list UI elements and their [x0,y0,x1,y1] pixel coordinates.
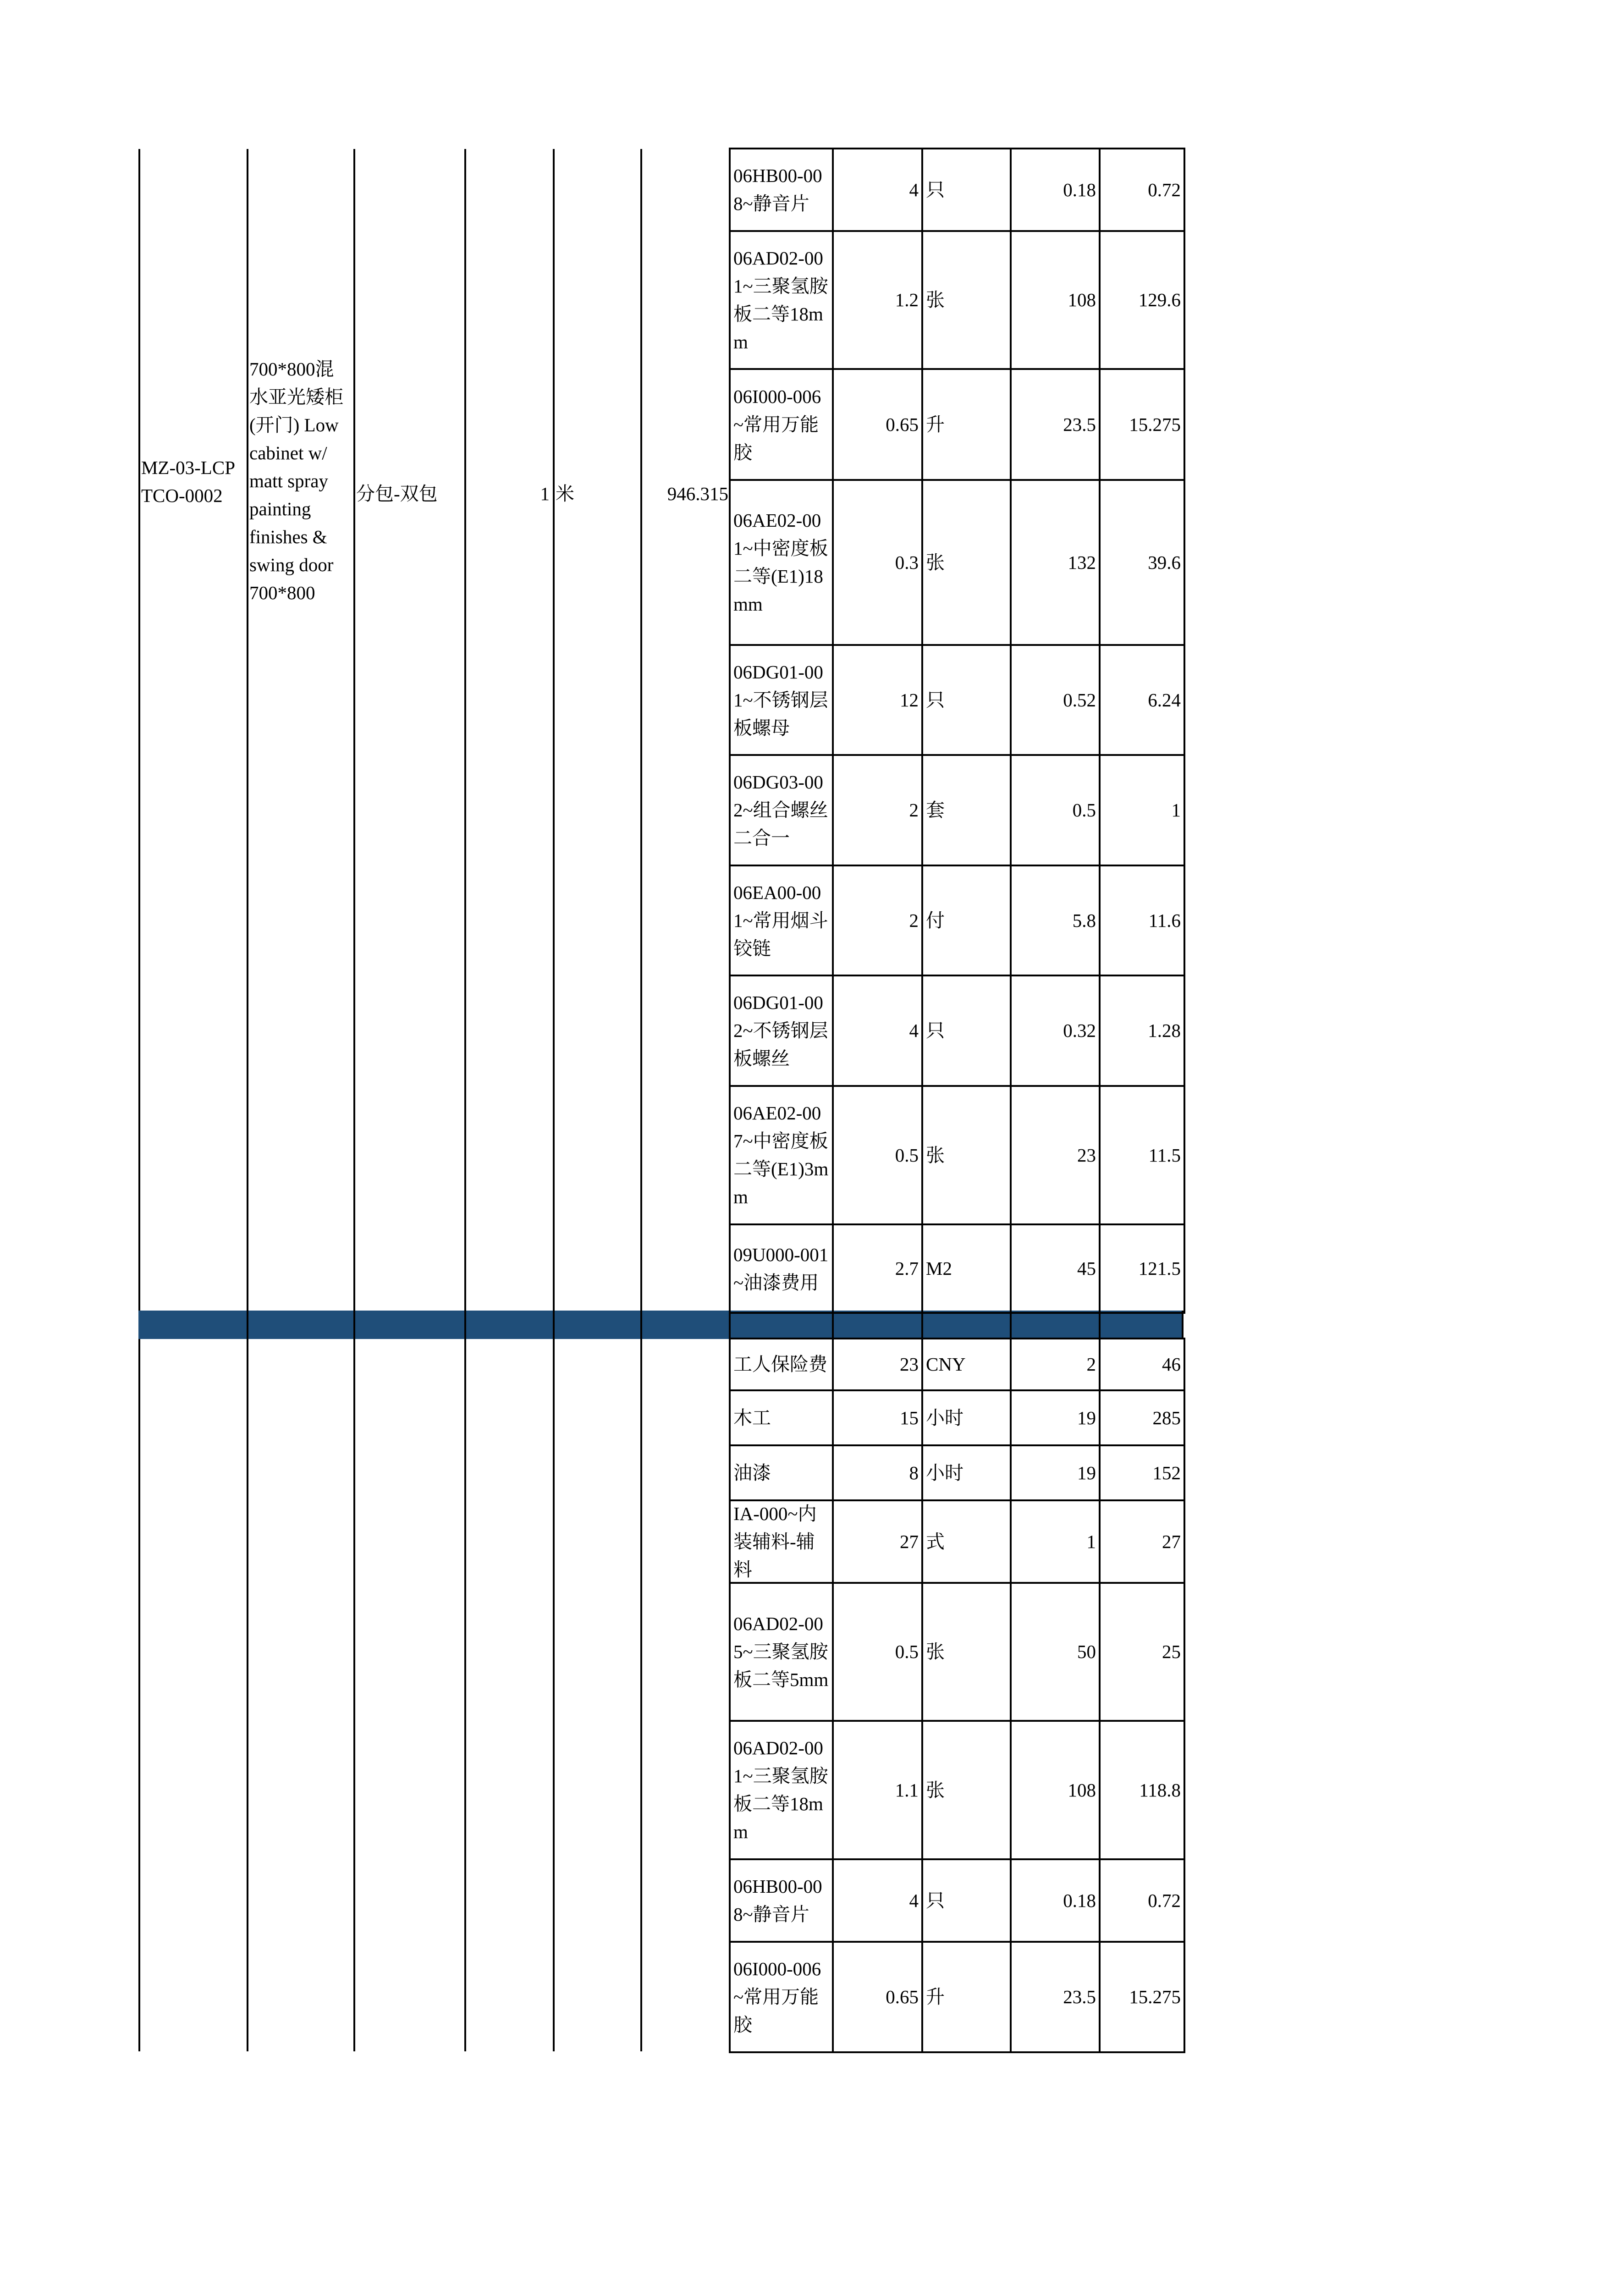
amount: 11.5 [1148,1144,1181,1166]
section-separator-band [138,1311,1184,1339]
material-name-cell [729,368,834,481]
material-name: 06EA00-001~常用烟斗铰链 [733,882,828,959]
unit-cell [921,1389,1012,1446]
material-name-cell [729,230,834,370]
unit-cell [921,368,1012,481]
item-package: 分包-双包 [356,483,438,504]
quantity: 0.5 [895,1144,919,1166]
unit-price-cell [1010,1085,1101,1225]
unit: 升 [926,413,945,435]
unit-price-cell [1010,1858,1101,1943]
material-name: 木工 [733,1407,771,1428]
grid-line [553,149,555,2051]
material-name-cell [729,1338,834,1391]
quantity-cell [832,1582,923,1722]
material-name-cell [729,754,834,866]
amount-cell [1099,148,1185,232]
amount-cell [1099,754,1185,866]
unit-cell [921,148,1012,232]
unit-cell [921,1582,1012,1722]
unit-price: 2 [1086,1354,1096,1375]
unit-cell [921,1720,1012,1860]
material-name-cell [729,1389,834,1446]
quantity: 2 [909,909,919,931]
quantity: 12 [900,689,919,711]
unit-price: 0.32 [1063,1020,1096,1041]
amount: 0.72 [1148,179,1181,200]
unit-price: 23.5 [1063,1986,1096,2007]
material-name-cell [729,865,834,976]
unit-price-cell [1010,1499,1101,1584]
quantity-cell [832,479,923,646]
amount-cell [1099,1720,1185,1860]
grid-line [1182,1311,1184,1339]
material-name-cell [729,975,834,1087]
quantity: 0.5 [895,1641,919,1662]
unit-price: 19 [1077,1462,1096,1483]
unit: 只 [926,1020,945,1041]
item-total: 946.315 [667,483,728,504]
material-name: 06DG03-002~组合螺丝二合一 [733,771,828,848]
quantity: 0.65 [886,413,919,435]
amount-cell [1099,1582,1185,1722]
amount: 0.72 [1148,1890,1181,1911]
unit-cell [921,1858,1012,1943]
quantity-cell [832,1941,923,2053]
unit-price: 0.5 [1072,799,1096,821]
unit: 张 [926,1641,945,1662]
amount-cell [1099,368,1185,481]
unit-cell [921,1499,1012,1584]
material-name: 06AD02-001~三聚氢胺板二等18mm [733,247,828,353]
quantity: 0.65 [886,1986,919,2007]
material-name: 油漆 [733,1462,771,1483]
unit: 张 [926,1779,945,1801]
unit-price-cell [1010,1389,1101,1446]
material-name-cell [729,148,834,232]
amount: 46 [1162,1354,1181,1375]
unit-price: 108 [1068,1779,1096,1801]
quantity: 1.1 [895,1779,919,1801]
material-name: 06I000-006~常用万能胶 [733,386,821,463]
unit: 张 [926,289,945,310]
quantity: 1.2 [895,289,919,310]
amount-cell [1099,1858,1185,1943]
unit-price-cell [1010,975,1101,1087]
amount: 129.6 [1138,289,1181,310]
material-name: 06HB00-008~静音片 [733,1876,822,1925]
amount-cell [1099,1444,1185,1501]
amount: 152 [1152,1462,1181,1483]
amount-cell [1099,1499,1185,1584]
unit-price: 50 [1077,1641,1096,1662]
amount: 1 [1171,799,1181,821]
amount: 27 [1162,1531,1181,1552]
grid-line [353,149,355,2051]
material-name-cell [729,1499,834,1584]
material-name: 06AD02-001~三聚氢胺板二等18mm [733,1737,828,1842]
material-name-cell [729,644,834,756]
quantity: 2 [909,799,919,821]
unit-cell [921,1941,1012,2053]
grid-line [640,149,642,2051]
grid-line [138,149,140,2051]
grid-line [247,149,248,2051]
material-name-cell [729,1444,834,1501]
unit-cell [921,754,1012,866]
amount-cell [1099,1085,1185,1225]
unit-cell [921,644,1012,756]
quantity-cell [832,1858,923,1943]
item-qty: 1 [540,483,550,504]
amount: 39.6 [1148,551,1181,573]
material-name: 06I000-006~常用万能胶 [733,1958,821,2035]
unit-cell [921,975,1012,1087]
quantity-cell [832,1338,923,1391]
unit-cell [921,230,1012,370]
material-name: IA-000~内装辅料-辅料 [733,1503,817,1580]
amount-cell [1099,644,1185,756]
quantity-cell [832,230,923,370]
grid-line [464,1311,466,1339]
material-name: 06HB00-008~静音片 [733,165,822,214]
item-code: MZ-03-LCPTCO-0002 [141,457,235,506]
amount: 25 [1162,1641,1181,1662]
amount: 285 [1152,1407,1181,1428]
unit-price-cell [1010,644,1101,756]
quantity: 2.7 [895,1258,919,1279]
unit-price: 23 [1077,1144,1096,1166]
amount: 6.24 [1148,689,1181,711]
unit-price-cell [1010,1720,1101,1860]
unit: 张 [926,1144,945,1166]
unit-price-cell [1010,865,1101,976]
unit: M2 [926,1258,952,1279]
grid-line [1010,1311,1012,1339]
amount-cell [1099,479,1185,646]
amount: 1.28 [1148,1020,1181,1041]
unit-price-cell [1010,230,1101,370]
unit: 小时 [926,1462,963,1483]
amount: 15.275 [1129,1986,1181,2007]
unit-price: 0.52 [1063,689,1096,711]
grid-line [553,1311,555,1339]
unit: 付 [926,909,945,931]
unit-price-cell [1010,1444,1101,1501]
quantity: 4 [909,179,919,200]
quantity: 27 [900,1531,919,1552]
quantity-cell [832,148,923,232]
amount-cell [1099,230,1185,370]
item-unit: 米 [556,483,574,504]
unit: CNY [926,1354,966,1375]
grid-line [1099,1311,1101,1339]
amount-cell [1099,1338,1185,1391]
unit-price: 45 [1077,1258,1096,1279]
amount-cell [1099,1223,1185,1314]
grid-line [247,1311,248,1339]
unit-cell [921,1223,1012,1314]
quantity-cell [832,754,923,866]
quantity-cell [832,1499,923,1584]
grid-line [464,149,466,2051]
material-name: 06AD02-005~三聚氢胺板二等5mm [733,1613,829,1690]
amount-cell [1099,865,1185,976]
amount: 121.5 [1138,1258,1181,1279]
material-name: 06AE02-007~中密度板二等(E1)3mm [733,1102,829,1207]
quantity-cell [832,975,923,1087]
material-name-cell [729,1223,834,1314]
amount-cell [1099,1941,1185,2053]
material-name: 06DG01-002~不锈钢层板螺丝 [733,992,828,1069]
material-name-cell [729,1582,834,1722]
unit: 只 [926,179,945,200]
grid-line [832,1311,834,1339]
quantity: 4 [909,1890,919,1911]
unit-cell [921,1085,1012,1225]
unit-price: 23.5 [1063,413,1096,435]
unit-price-cell [1010,1582,1101,1722]
unit: 式 [926,1531,945,1552]
unit-price: 108 [1068,289,1096,310]
material-name: 09U000-001~油漆费用 [733,1244,829,1293]
grid-line [921,1311,923,1339]
unit-price: 1 [1086,1531,1096,1552]
grid-line [729,1311,731,1339]
unit-price-cell [1010,1223,1101,1314]
unit: 套 [926,799,945,821]
quantity: 8 [909,1462,919,1483]
material-name-cell [729,1085,834,1225]
amount: 118.8 [1139,1779,1181,1801]
grid-line [640,1311,642,1339]
material-name-cell [729,1941,834,2053]
material-name-cell [729,1858,834,1943]
quantity-cell [832,1085,923,1225]
unit: 张 [926,551,945,573]
quantity: 4 [909,1020,919,1041]
material-name: 工人保险费 [733,1354,827,1375]
unit-cell [921,865,1012,976]
unit: 升 [926,1986,945,2007]
quantity-cell [832,644,923,756]
unit: 小时 [926,1407,963,1428]
unit-cell [921,479,1012,646]
unit-price-cell [1010,479,1101,646]
item-description: 700*800混水亚光矮柜(开门) Low cabinet w/ matt spray painting finishes & swing door 700*800 [249,358,343,603]
unit-price-cell [1010,754,1101,866]
unit-price-cell [1010,148,1101,232]
quantity-cell [832,1223,923,1314]
material-name-cell [729,1720,834,1860]
amount-cell [1099,975,1185,1087]
quantity: 23 [900,1354,919,1375]
unit-cell [921,1338,1012,1391]
material-name: 06AE02-001~中密度板二等(E1)18mm [733,510,828,615]
unit-price: 19 [1077,1407,1096,1428]
quantity-cell [832,368,923,481]
quantity-cell [832,865,923,976]
grid-line [353,1311,355,1339]
amount-cell [1099,1389,1185,1446]
material-name-cell [729,479,834,646]
quantity-cell [832,1720,923,1860]
quantity: 0.3 [895,551,919,573]
unit-price: 132 [1068,551,1096,573]
amount: 15.275 [1129,413,1181,435]
amount: 11.6 [1148,909,1181,931]
material-name: 06DG01-001~不锈钢层板螺母 [733,661,828,738]
quantity-cell [832,1389,923,1446]
quantity-cell [832,1444,923,1501]
unit-price: 0.18 [1063,179,1096,200]
unit: 只 [926,1890,945,1911]
unit-price: 5.8 [1072,909,1096,931]
unit-price: 0.18 [1063,1890,1096,1911]
unit-price-cell [1010,1338,1101,1391]
unit-price-cell [1010,1941,1101,2053]
unit-price-cell [1010,368,1101,481]
unit-cell [921,1444,1012,1501]
quantity: 15 [900,1407,919,1428]
unit: 只 [926,689,945,711]
